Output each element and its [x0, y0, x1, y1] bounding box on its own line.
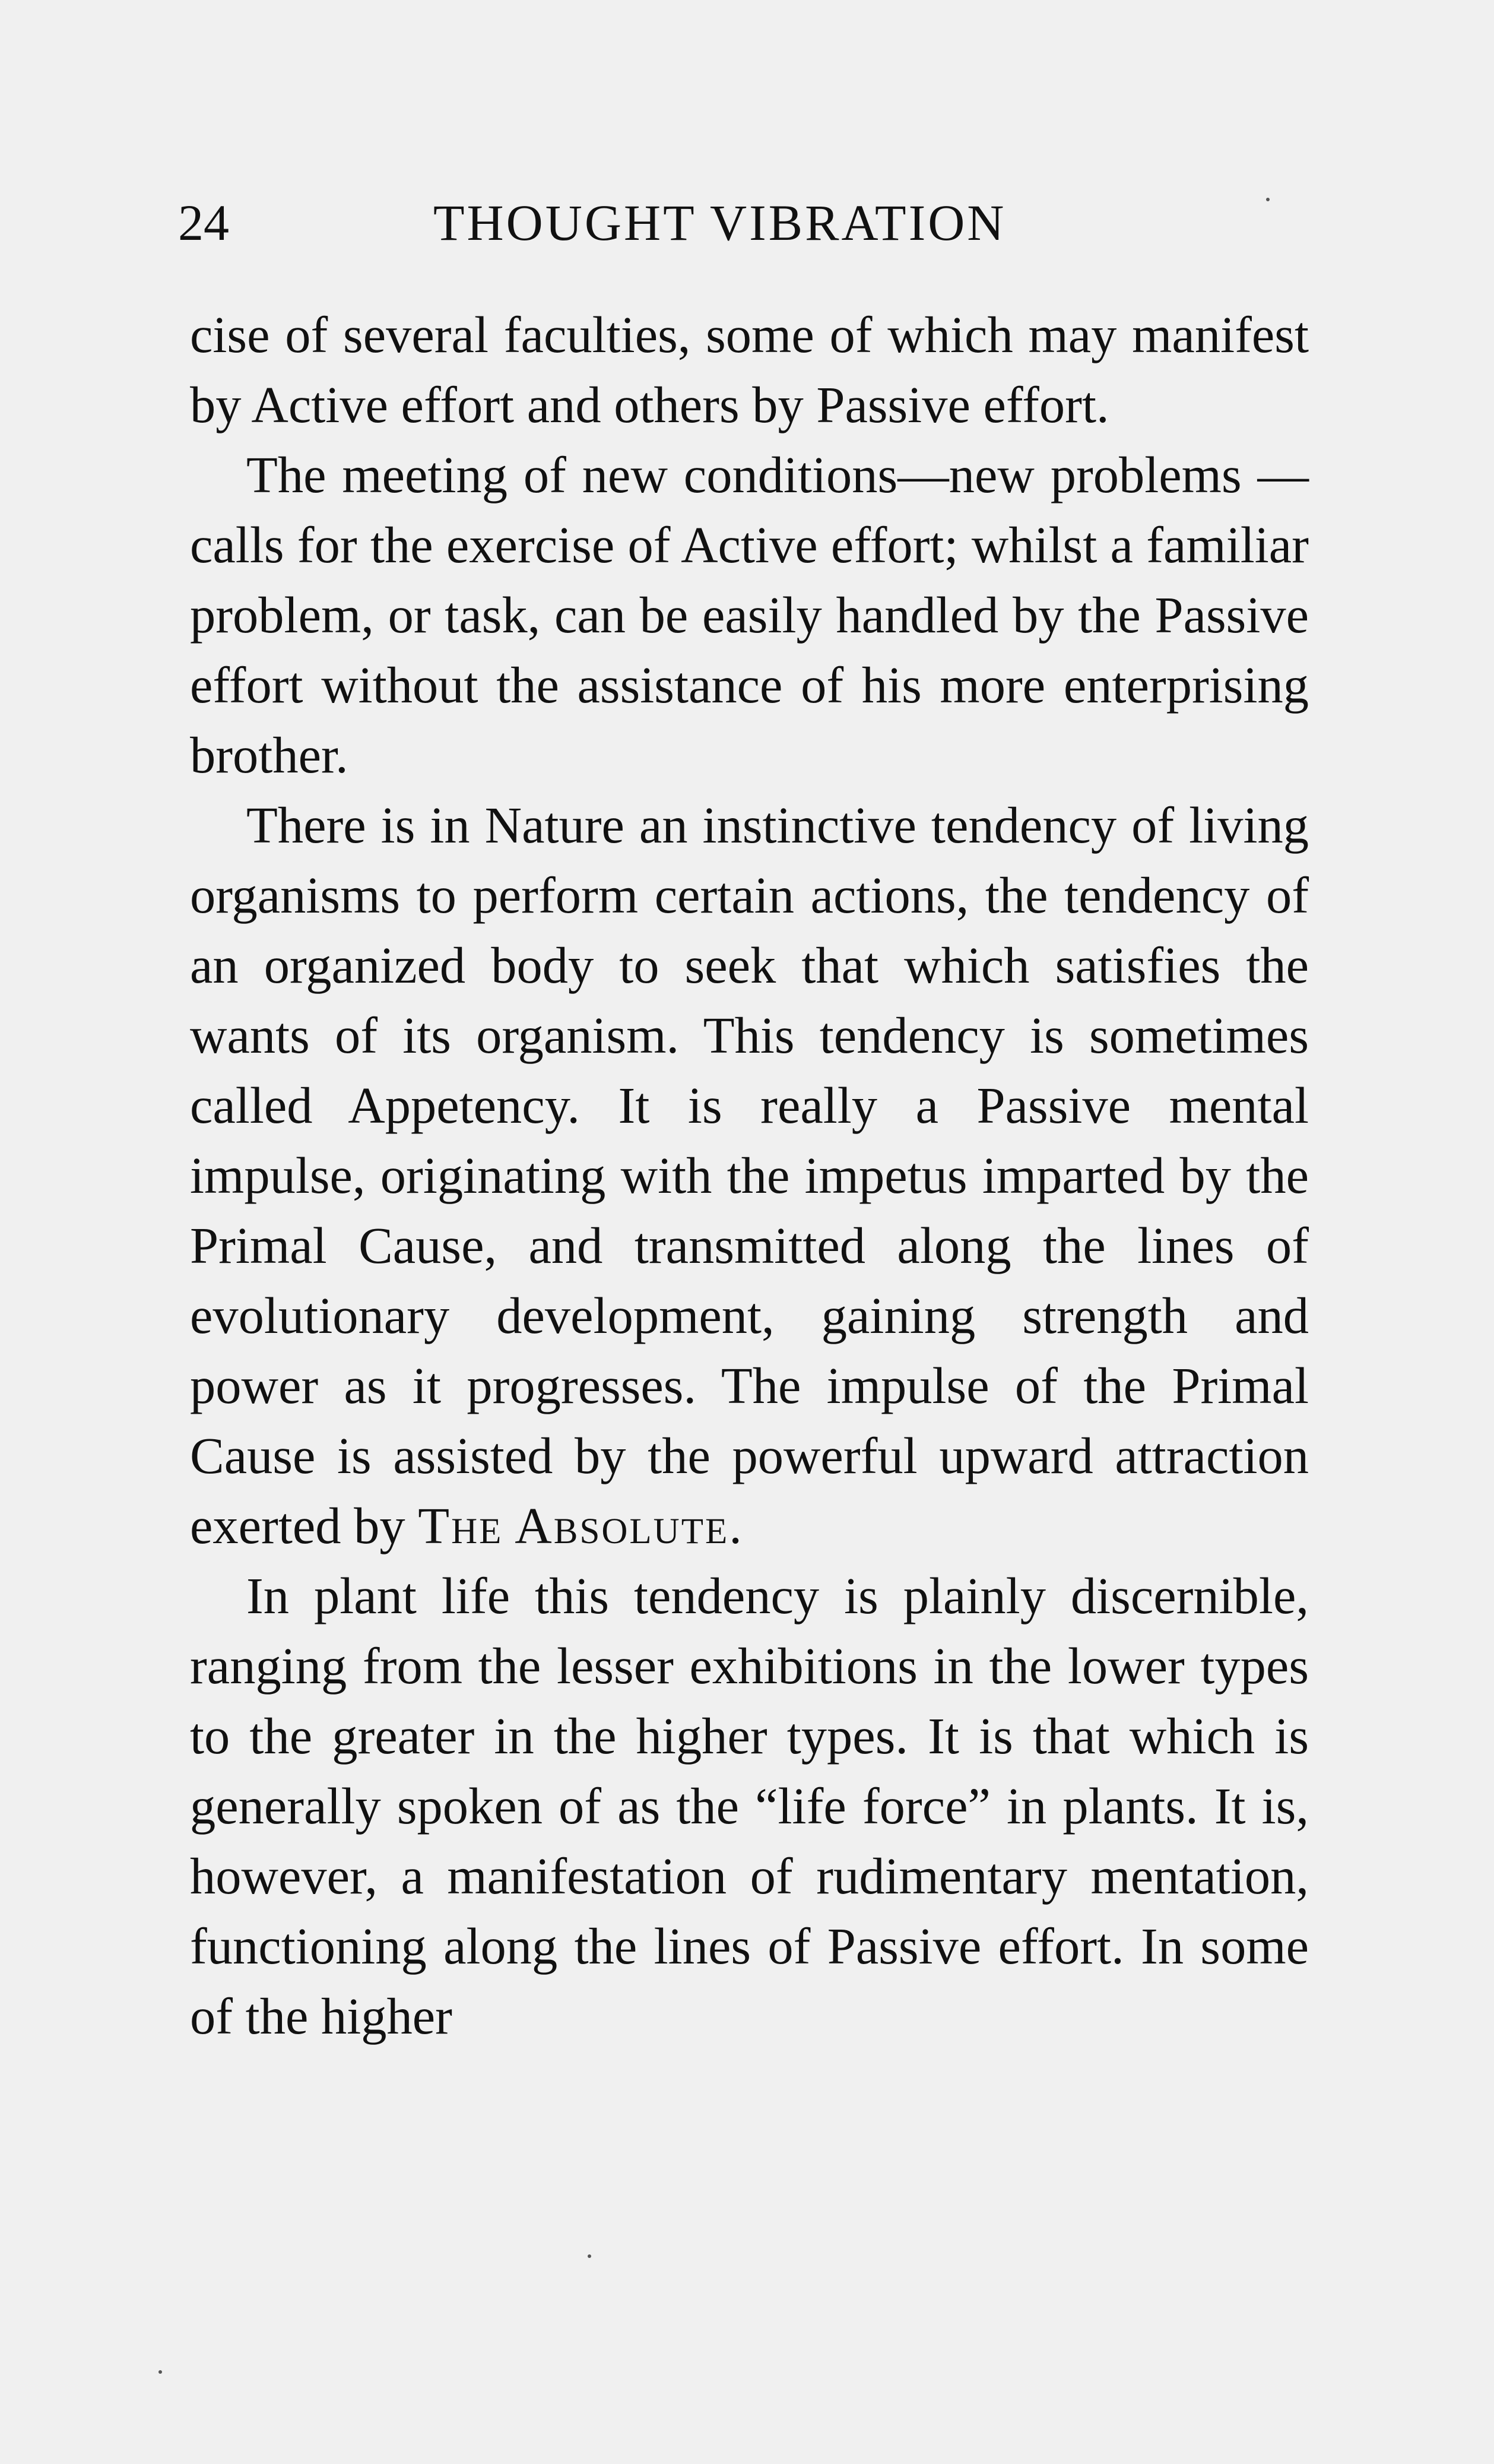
print-speck [588, 2254, 591, 2258]
paragraph-4: In plant life this tendency is plainly discernible, ranging from the lesser exhibitions in the lower types to the greater in the higher types. It is that which is generally spoken of as the “life force” in plants. It is, however, a manifestation of rudimentary mentation, functioning along the lines of Passive effort. In some of the higher [190, 1567, 1309, 2045]
print-speck [158, 2370, 162, 2374]
the-absolute-smallcaps: The Absolute. [418, 1497, 744, 1554]
paragraph-3-text: There is in Nature an instinctive tendency of living organisms to perform certain actions, the tendency of an organized body to seek that which satisfies the wants of its organism. This tendency is sometimes called Appetency. It is really a Passive mental impulse, originating with the impetus imparted by the Primal Cause, and transmitted along the lines of evolutionary development, gaining strength and power as it progresses. The impulse of the Primal Cause is assisted by the powerful upward attraction exerted by [190, 797, 1309, 1554]
running-title: THOUGHT VIBRATION [433, 194, 1007, 251]
running-head [178, 187, 1051, 258]
page-number: 24 [178, 194, 229, 251]
paragraph-3 [190, 790, 1309, 1561]
body-text [190, 300, 1309, 2051]
print-speck [1266, 198, 1270, 201]
paragraph-2: The meeting of new conditions—new problems —calls for the exercise of Active effort; whilst a familiar problem, or task, can be easily handled by the Passive effort without the assistance of his more enterprising brother. [190, 446, 1309, 784]
paragraph-1: cise of several faculties, some of which may manifest by Active effort and others by Passive effort. [190, 306, 1309, 433]
